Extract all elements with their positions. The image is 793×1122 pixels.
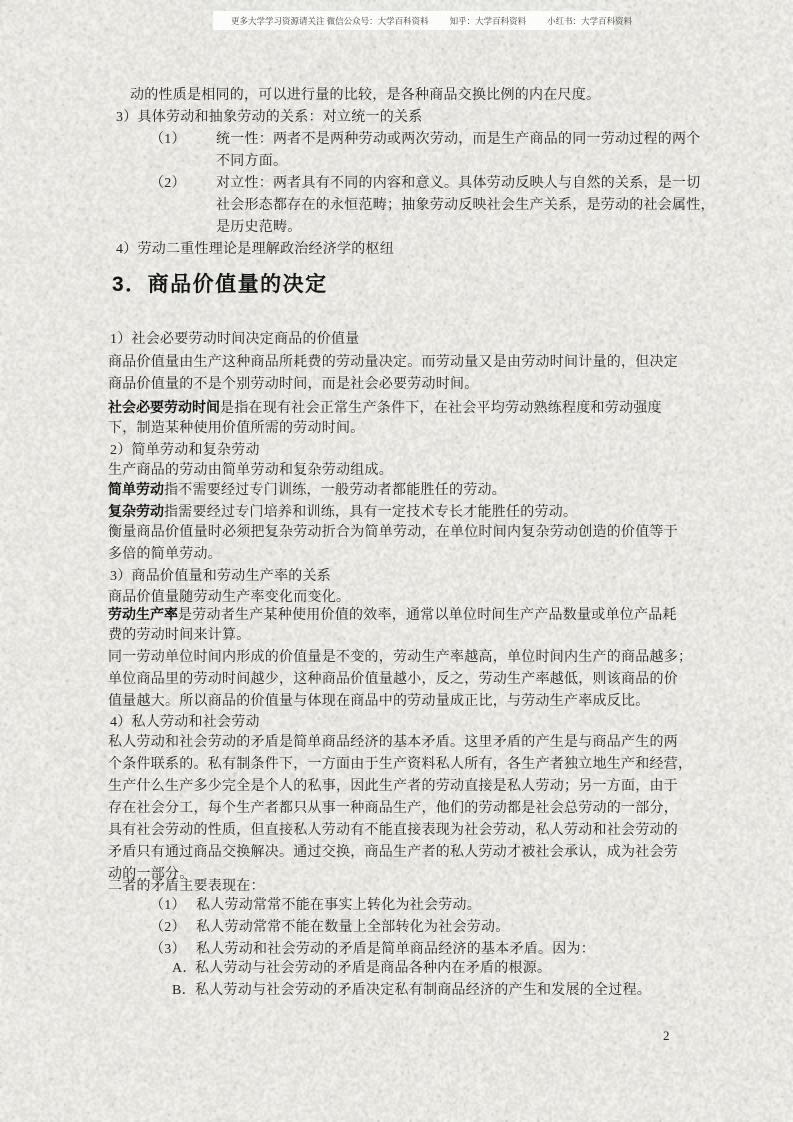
text-line: 2）简单劳动和复杂劳动 — [110, 443, 260, 458]
text-line: 动的一部分。 — [108, 867, 194, 882]
text-line: 3）具体劳动和抽象劳动的关系：对立统一的关系 — [116, 110, 423, 125]
text-line: 简单劳动指不需要经过专门训练，一般劳动者都能胜任的劳动。 — [108, 481, 506, 498]
text-line: 多倍的简单劳动。 — [108, 547, 222, 562]
text-line: 4）私人劳动和社会劳动 — [110, 715, 260, 730]
text-line: 不同方面。 — [216, 154, 288, 169]
text-line: 具有社会劳动的性质，但直接私人劳动有不能直接表现为社会劳动，私人劳动和社会劳动的 — [108, 823, 678, 838]
text-line: 费的劳动时间来计算。 — [108, 628, 251, 643]
key-term: 复杂劳动 — [108, 503, 164, 519]
text-line: 是历史范畴。 — [216, 220, 302, 235]
text-line: 值量越大。所以商品的价值量与体现在商品中的劳动量成正比，与劳动生产率成反比。 — [108, 694, 650, 709]
text-line: 社会形态都存在的永恒范畴；抽象劳动反映社会生产关系，是劳动的社会属性， — [216, 198, 715, 213]
list-marker: B． — [172, 983, 196, 998]
section-heading: 3．商品价值量的决定 — [112, 273, 328, 296]
header-text-zhihu: 知乎：大学百科资料 — [449, 15, 527, 26]
text-line: 单位商品里的劳动时间越少，这种商品价值量越小，反之，劳动生产率越低，则该商品的价 — [108, 672, 678, 687]
header-text-xiaohongshu: 小红书：大学百科资料 — [547, 15, 633, 26]
text-line: 3）商品价值量和劳动生产率的关系 — [110, 569, 331, 584]
key-term: 简单劳动 — [108, 481, 164, 497]
list-marker: A． — [172, 961, 197, 976]
list-marker: （1） — [150, 898, 186, 913]
text-line: （1） 私人劳动常常不能在事实上转化为社会劳动。 — [150, 896, 481, 916]
text-line: （3） 私人劳动和社会劳动的矛盾是简单商品经济的基本矛盾。因为： — [150, 940, 595, 960]
text-line: 衡量商品价值量时必须把复杂劳动折合为简单劳动，在单位时间内复杂劳动创造的价值等于 — [108, 525, 678, 540]
header-text-wechat: 更多大学学习资源请关注 微信公众号：大学百科资料 — [231, 15, 429, 26]
text-line: 动的性质是相同的，可以进行量的比较，是各种商品交换比例的内在尺度。 — [130, 88, 601, 103]
list-marker: （1） — [150, 132, 186, 147]
page-number: 2 — [663, 1028, 670, 1043]
text-line: 个条件联系的。私有制条件下，一方面由于生产资料私人所有，各生产者独立地生产和经营， — [108, 757, 693, 772]
text-line: 商品价值量由生产这种商品所耗费的劳动量决定。而劳动量又是由劳动时间计量的，但决定 — [108, 355, 678, 370]
text-line: （2） 对立性：两者具有不同的内容和意义。具体劳动反映人与自然的关系，是一切 — [150, 174, 701, 194]
text-line: （1） 统一性：两者不是两种劳动或两次劳动，而是生产商品的同一劳动过程的两个 — [150, 130, 701, 150]
text-line: 商品价值量的不是个别劳动时间，而是社会必要劳动时间。 — [108, 377, 479, 392]
text-line: 存在社会分工，每个生产者都只从事一种商品生产，他们的劳动都是社会总劳动的一部分， — [108, 801, 678, 816]
key-term: 劳动生产率 — [108, 606, 178, 622]
text-line: 生产什么生产多少完全是个人的私事，因此生产者的劳动直接是私人劳动；另一方面，由于 — [108, 779, 678, 794]
text-line: 生产商品的劳动由简单劳动和复杂劳动组成。 — [108, 463, 393, 478]
text-line: A．私人劳动与社会劳动的矛盾是商品各种内在矛盾的根源。 — [172, 959, 551, 979]
text-line: 私人劳动和社会劳动的矛盾是简单商品经济的基本矛盾。这里矛盾的产生是与商品产生的两 — [108, 735, 678, 750]
text-line: 商品价值量随劳动生产率变化而变化。 — [108, 590, 351, 605]
text-line: 下，制造某种使用价值所需的劳动时间。 — [108, 421, 365, 436]
text-line: 社会必要劳动时间是指在现有社会正常生产条件下，在社会平均劳动熟练程度和劳动强度 — [108, 399, 662, 416]
list-marker: （2） — [150, 176, 186, 191]
text-line: 矛盾只有通过商品交换解决。通过交换，商品生产者的私人劳动才被社会承认，成为社会劳 — [108, 845, 678, 860]
text-line: 复杂劳动指需要经过专门培养和训练，具有一定技术专长才能胜任的劳动。 — [108, 503, 578, 520]
text-line: （2） 私人劳动常常不能在数量上全部转化为社会劳动。 — [150, 918, 510, 938]
text-line: 1）社会必要劳动时间决定商品的价值量 — [110, 332, 360, 347]
text-line: 同一劳动单位时间内形成的价值量是不变的，劳动生产率越高，单位时间内生产的商品越多； — [108, 650, 693, 665]
key-term: 社会必要劳动时间 — [108, 399, 220, 415]
text-line: 4）劳动二重性理论是理解政治经济学的枢纽 — [116, 242, 394, 257]
text-line: B．私人劳动与社会劳动的矛盾决定私有制商品经济的产生和发展的全过程。 — [172, 981, 651, 1001]
list-marker: （2） — [150, 920, 186, 935]
header-banner — [213, 11, 633, 30]
text-line: 劳动生产率是劳动者生产某种使用价值的效率，通常以单位时间生产产品数量或单位产品耗 — [108, 606, 677, 623]
list-marker: （3） — [150, 942, 186, 957]
text-line: 二者的矛盾主要表现在： — [108, 879, 265, 894]
